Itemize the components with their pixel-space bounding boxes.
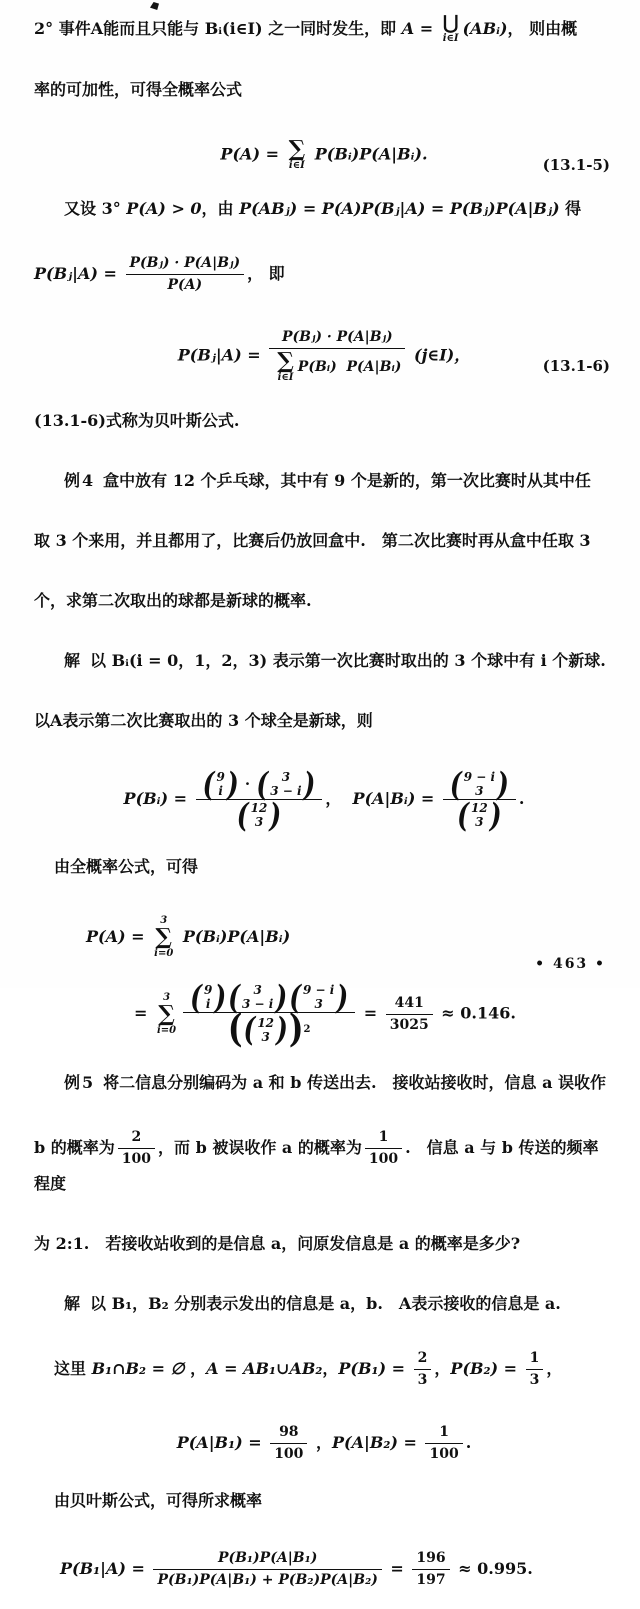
formula-rhs: P(Bᵢ)P(A|Bᵢ). — [309, 144, 428, 164]
paragraph-bayes-derivation-line1 — [34, 194, 614, 254]
binomial-top: 9 — [203, 983, 213, 997]
fraction — [118, 1128, 155, 1169]
right-paren: ) — [276, 1010, 288, 1049]
fraction-denominator: P(A) — [126, 274, 245, 295]
binomial-bottom: 3 — [254, 815, 264, 829]
outer-left-paren: ( — [227, 1006, 243, 1052]
fraction-numerator — [443, 765, 516, 803]
fraction-denominator: 100 — [118, 1148, 155, 1169]
multiplication-dot: · — [239, 775, 256, 793]
example5-label: 例5 — [64, 1073, 96, 1092]
text-run: ， 则由概 — [507, 19, 578, 38]
solution-label: 解 — [64, 1294, 83, 1313]
right-paren: ) — [336, 978, 349, 1016]
text-run: 以 B₁，B₂ 分别表示发出的信息是 a，b. A表示接收的信息是 a. — [90, 1294, 561, 1313]
left-paren: ( — [256, 765, 269, 803]
binomial-values — [202, 983, 214, 1011]
binomial-values — [462, 770, 497, 798]
formula-lhs: P(A|B₁) = — [176, 1433, 268, 1452]
right-paren: ) — [303, 765, 316, 803]
binomial-bottom: 3 — [475, 784, 484, 798]
example5-line2 — [34, 1128, 614, 1229]
formula-lhs: P(Bᵢ) = — [123, 789, 193, 808]
text-run: 2° 事件A能而且只能与 Bᵢ(i∈I) 之一同时发生，即 — [34, 19, 402, 38]
paragraph-bayes-derivation-line2 — [34, 254, 614, 325]
binomial-bottom: 3 — [261, 1029, 270, 1044]
math-run: A = AB₁∪AB₂ — [206, 1359, 323, 1378]
sum-operator — [157, 992, 176, 1037]
display-formula-pa-line2 — [34, 978, 614, 1065]
math-run: P(B₂) = — [450, 1359, 523, 1378]
fraction-denominator: 100 — [425, 1443, 462, 1464]
right-paren: ) — [275, 978, 288, 1016]
fraction-numerator: 98 — [279, 1424, 299, 1440]
text-run: ，由 — [201, 199, 240, 218]
left-paren: ( — [243, 1010, 256, 1049]
formula-lhs: P(B₁|A) = — [60, 1559, 151, 1578]
math-run: P(ABⱼ) = P(A)P(Bⱼ|A) = P(Bⱼ)P(A|Bⱼ) — [239, 199, 560, 218]
period: . — [465, 1433, 472, 1452]
right-paren: ) — [269, 796, 282, 834]
formula-lhs: P(A) = — [86, 927, 151, 946]
text-run: 以A表示第二次比赛取出的 3 个球全是新球，则 — [34, 711, 373, 730]
binomial-coefficient — [256, 765, 316, 803]
text-run: ， — [546, 1359, 563, 1378]
math-run: P(B₁) = — [338, 1359, 411, 1378]
text-run: 以 Bᵢ(i = 0，1，2，3) 表示第一次比赛时取出的 3 个球中有 i 个新球. — [90, 651, 606, 670]
equation-tag: (13.1-5) — [542, 155, 610, 174]
text-run: 为 2:1. 若接收站收到的是信息 a，问原发信息是 a 的概率是多少? — [34, 1234, 521, 1253]
left-paren: ( — [228, 978, 241, 1016]
text-run: b 的概率为 — [34, 1138, 115, 1157]
page-number: • 463 • — [535, 956, 606, 972]
example4-line1 — [34, 466, 614, 526]
period: . — [518, 789, 525, 808]
text-run: 由全概率公式，可得 — [54, 857, 199, 876]
text-run: (13.1-6)式称为贝叶斯公式. — [34, 411, 240, 430]
example5-line1 — [34, 1068, 614, 1128]
binomial-bottom: 3 − i — [242, 997, 274, 1011]
right-paren: ) — [226, 765, 239, 803]
fraction-denominator — [183, 1006, 355, 1052]
binomial-top: 9 − i — [463, 770, 496, 784]
example4-solution-line1 — [34, 646, 614, 706]
example5-solution-line1 — [34, 1289, 614, 1349]
union-symbol: ⋃ — [442, 12, 459, 34]
right-paren: ) — [489, 796, 502, 834]
equation-tag: (13.1-6) — [542, 356, 610, 375]
fraction — [269, 328, 405, 384]
fraction-denominator: 100 — [365, 1148, 402, 1169]
text-run: 率的可加性，可得全概率公式 — [34, 80, 243, 99]
paragraph-by-bayes — [34, 1486, 614, 1546]
display-formula-pa-line1 — [34, 915, 614, 979]
fraction-denominator: 3 — [526, 1369, 544, 1390]
approx-result: ≈ 0.995. — [452, 1559, 533, 1578]
binomial-coefficient — [243, 1010, 288, 1049]
math-run: A = — [401, 19, 439, 38]
text-run: 将二信息分别编码为 a 和 b 传送出去. 接收站接收时，信息 a 误收作 — [103, 1073, 607, 1092]
equals-sign: = — [384, 1559, 410, 1578]
binomial-bottom: i — [218, 784, 223, 798]
right-paren: ) — [497, 765, 509, 803]
fraction-numerator: P(B₁)P(A|B₁) — [217, 1550, 318, 1566]
example4-solution-line2 — [34, 706, 614, 766]
fraction — [386, 994, 433, 1035]
binomial-bottom: 3 − i — [270, 784, 302, 798]
text-run: ， 即 — [247, 264, 285, 283]
binomial-values — [240, 983, 275, 1011]
fraction — [126, 254, 245, 295]
sum-symbol: ∑ — [155, 924, 172, 950]
sum-upper-limit: 3 — [163, 991, 171, 1003]
sum-lower-limit: i∈I — [288, 160, 305, 171]
fraction-denominator: 100 — [270, 1443, 307, 1464]
fraction — [443, 765, 516, 834]
text-run: ， — [184, 1359, 207, 1378]
binomial-top: 9 — [216, 770, 225, 784]
binomial-top: 3 — [281, 770, 291, 784]
fraction-numerator: 1 — [378, 1129, 389, 1145]
fraction-numerator — [183, 978, 355, 1016]
display-formula-pab — [34, 1423, 614, 1483]
text-run: 个，求第二次取出的球都是新球的概率. — [34, 591, 312, 610]
left-paren: ( — [457, 796, 469, 834]
sum-operator — [277, 350, 294, 384]
formula-lhs: P(A|Bᵢ) = — [352, 789, 440, 808]
binomial-values — [469, 801, 490, 829]
fraction — [365, 1128, 402, 1169]
sum-operator — [289, 138, 306, 172]
denominator-terms: P(Bᵢ) P(A|Bᵢ) — [297, 359, 402, 375]
fraction-denominator: P(B₁)P(A|B₁) + P(B₂)P(A|B₂) — [153, 1569, 381, 1590]
fraction — [196, 765, 323, 834]
binomial-values — [255, 1016, 276, 1044]
text-run: ， — [322, 1359, 339, 1378]
fraction — [183, 978, 355, 1052]
formula-lhs: P(A|B₂) = — [332, 1433, 423, 1452]
fraction-numerator: 2 — [417, 1350, 428, 1366]
text-run: 取 3 个来用，并且都用了，比赛后仍放回盒中. 第二次比赛时再从盒中任取 3 — [34, 531, 591, 550]
fraction-numerator: P(Bⱼ) · P(A|Bⱼ) — [129, 255, 241, 271]
binomial-values — [301, 983, 336, 1011]
left-paren: ( — [289, 978, 302, 1016]
sum-upper-limit: 3 — [160, 915, 168, 926]
binomial-top: 12 — [257, 1015, 275, 1030]
example5-line3 — [34, 1229, 614, 1289]
fraction-denominator: 3025 — [386, 1014, 433, 1035]
example5-solution-line2 — [34, 1349, 614, 1420]
math-run: P(Bⱼ|A) = — [34, 264, 123, 283]
paragraph-total-probability-line2 — [34, 75, 614, 135]
fraction-denominator — [269, 348, 405, 384]
example4-line3 — [34, 586, 614, 646]
fraction-numerator: 196 — [416, 1550, 446, 1566]
text-run: 又设 3° — [64, 199, 127, 218]
left-paren: ( — [190, 978, 202, 1016]
fraction — [153, 1549, 381, 1590]
binomial-coefficient — [202, 765, 239, 803]
fraction — [270, 1423, 307, 1464]
fraction-numerator — [196, 765, 323, 803]
outer-right-paren: ) — [288, 1006, 304, 1052]
equals-sign: = — [134, 1003, 153, 1023]
text-run: 盒中放有 12 个乒乓球，其中有 9 个是新的，第一次比赛时从其中任 — [103, 471, 591, 490]
text-run: ， — [434, 1359, 451, 1378]
scan-artifact-mark — [150, 2, 159, 10]
formula-rhs: (j∈I)， — [408, 345, 471, 365]
fraction-numerator: P(Bⱼ) · P(A|Bⱼ) — [282, 329, 393, 345]
sum-lower-limit: i∈I — [277, 372, 294, 383]
paragraph-total-probability-line1 — [34, 14, 614, 75]
binomial-coefficient — [449, 765, 509, 803]
binomial-coefficient — [457, 796, 502, 834]
sum-symbol: ∑ — [288, 136, 306, 162]
sum-symbol: ∑ — [158, 1000, 175, 1027]
fraction-numerator: 1 — [439, 1424, 449, 1440]
formula-lhs: P(A) = — [220, 144, 285, 164]
fraction — [414, 1349, 432, 1390]
formula-lhs: P(Bⱼ|A) = — [177, 345, 267, 365]
binomial-values — [268, 770, 303, 798]
display-formula-13-1-6 — [34, 328, 614, 403]
sum-lower-limit: i=0 — [154, 948, 174, 959]
text-run: ，而 b 被误收作 a 的概率为 — [158, 1138, 362, 1157]
sum-lower-limit: i=0 — [156, 1024, 177, 1036]
text-run: 得 — [559, 199, 582, 218]
fraction-denominator — [443, 796, 516, 834]
left-paren: ( — [449, 765, 462, 803]
binomial-bottom: 3 — [475, 815, 484, 829]
right-paren: ) — [214, 978, 227, 1016]
separator: ， — [310, 1433, 332, 1452]
display-formula-bayes-result — [34, 1549, 614, 1609]
math-run: (ABᵢ) — [462, 19, 508, 38]
example4-label: 例4 — [64, 471, 96, 490]
binomial-bottom: 3 — [314, 997, 323, 1011]
separator: ， — [325, 789, 353, 808]
example4-line2 — [34, 526, 614, 586]
sum-symbol: ∑ — [277, 348, 294, 374]
paragraph-by-total-probability — [34, 852, 614, 912]
binomial-values — [214, 770, 226, 798]
left-paren: ( — [202, 765, 215, 803]
fraction — [526, 1349, 544, 1390]
union-operator — [443, 14, 459, 45]
fraction-denominator — [196, 796, 323, 834]
left-paren: ( — [236, 796, 249, 834]
math-run: P(A) > 0 — [126, 199, 202, 218]
binomial-values — [249, 801, 270, 829]
display-formula-pbi — [34, 765, 614, 849]
fraction-denominator: 3 — [414, 1369, 432, 1390]
binomial-top: 3 — [253, 983, 262, 997]
math-run: B₁∩B₂ = ∅ — [91, 1359, 185, 1378]
exponent: 2 — [303, 1024, 311, 1035]
fraction-denominator: 197 — [412, 1569, 449, 1590]
fraction — [425, 1423, 462, 1464]
formula-rhs: P(Bᵢ)P(A|Bᵢ) — [177, 927, 291, 946]
text-run: 由贝叶斯公式，可得所求概率 — [54, 1491, 263, 1510]
fraction — [412, 1549, 449, 1590]
solution-label: 解 — [64, 651, 83, 670]
fraction-numerator: 441 — [394, 994, 424, 1011]
binomial-top: 12 — [250, 801, 268, 815]
union-lower-limit: i∈I — [442, 33, 459, 44]
text-run: . 信息 a 与 b 传送的频率程度 — [34, 1138, 599, 1193]
binomial-coefficient — [190, 978, 227, 1016]
paragraph-bayes-name — [34, 406, 614, 466]
binomial-top: 12 — [471, 801, 488, 815]
text-run: 这里 — [54, 1359, 92, 1378]
binomial-top: 9 − i — [303, 983, 335, 997]
display-formula-13-1-5 — [34, 138, 614, 191]
fraction-numerator: 1 — [529, 1350, 540, 1366]
approx-result: ≈ 0.146. — [435, 1003, 516, 1023]
sum-operator — [154, 915, 173, 960]
binomial-coefficient — [236, 796, 282, 834]
fraction-numerator: 2 — [131, 1129, 142, 1145]
binomial-bottom: i — [205, 997, 211, 1011]
equals-sign: = — [358, 1003, 383, 1023]
